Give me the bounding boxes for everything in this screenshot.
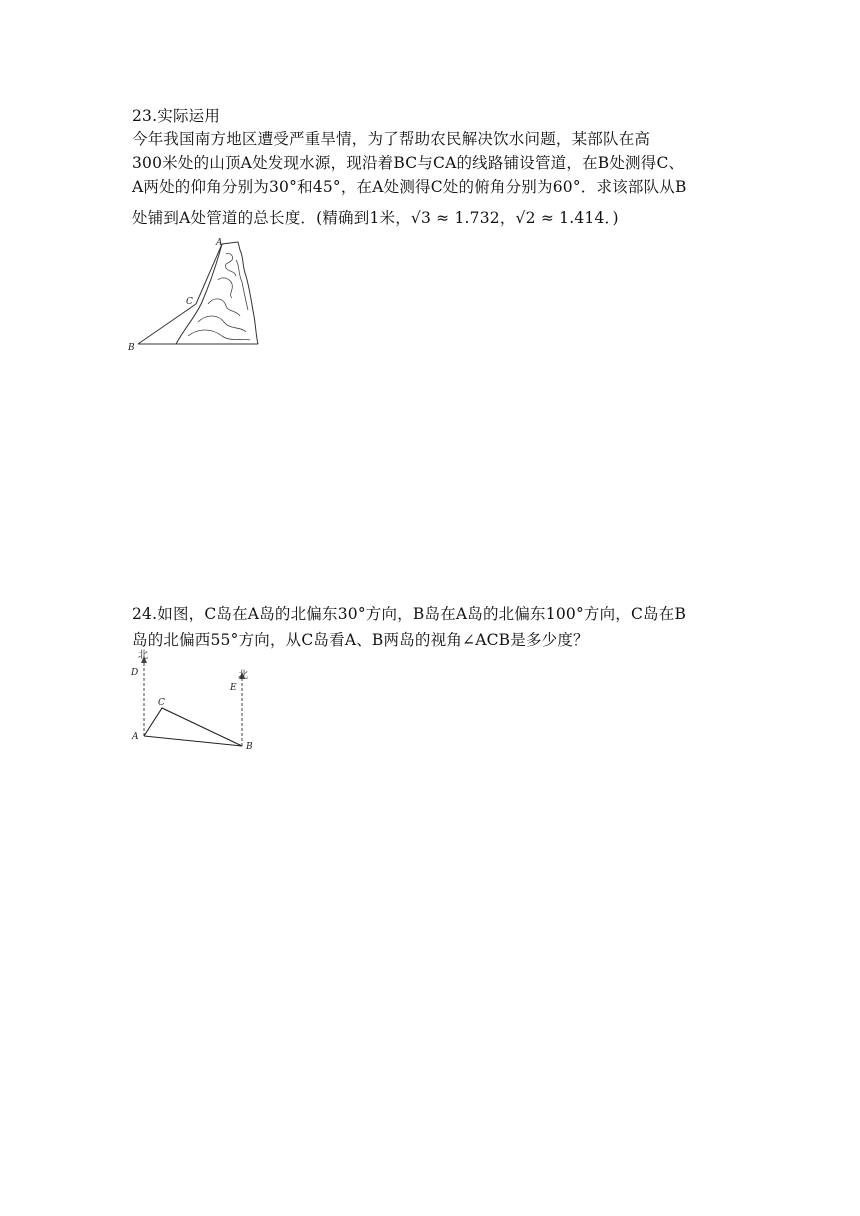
- label-e: E: [230, 683, 237, 693]
- mountain-contours: [188, 253, 250, 340]
- label-c: C: [186, 297, 193, 307]
- q23-heading: 23.实际运用: [132, 107, 221, 125]
- q24-line-2: 岛的北偏西55°方向，从C岛看A、B两岛的视角∠ACB是多少度？: [132, 631, 589, 649]
- mountain-outline: [176, 242, 258, 344]
- q23-line-2: 300米处的山顶A处发现水源，现沿着BC与CA的线路铺设管道，在B处测得C、: [132, 154, 685, 172]
- label-d: D: [131, 668, 139, 678]
- q23-line-3: A两处的仰角分别为30°和45°，在A处测得C处的俯角分别为60°．求该部队从B: [132, 178, 687, 196]
- q24-islands-figure: [126, 648, 266, 754]
- label-a: A: [216, 238, 223, 248]
- label-b: B: [128, 343, 135, 352]
- pipe-ca: [196, 244, 222, 304]
- north-label-left: 北: [138, 650, 148, 661]
- q24-line-1: 24.如图，C岛在A岛的北偏东30°方向，B岛在A岛的北偏东100°方向，C岛在B: [132, 605, 687, 623]
- north-label-right: 北: [238, 670, 248, 681]
- q23-line-1: 今年我国南方地区遭受严重旱情，为了帮助农民解决饮水问题，某部队在高: [132, 130, 651, 148]
- q23-mountain-figure: [126, 236, 266, 352]
- label-a: A: [132, 732, 139, 742]
- q23-line-4: 处铺到A处管道的总长度．(精确到1米，√3 ≈ 1.732，√2 ≈ 1.414．): [132, 209, 619, 227]
- pipe-bc: [138, 304, 196, 344]
- label-c: C: [158, 698, 165, 708]
- label-b: B: [246, 742, 253, 752]
- triangle-acb: [144, 708, 242, 746]
